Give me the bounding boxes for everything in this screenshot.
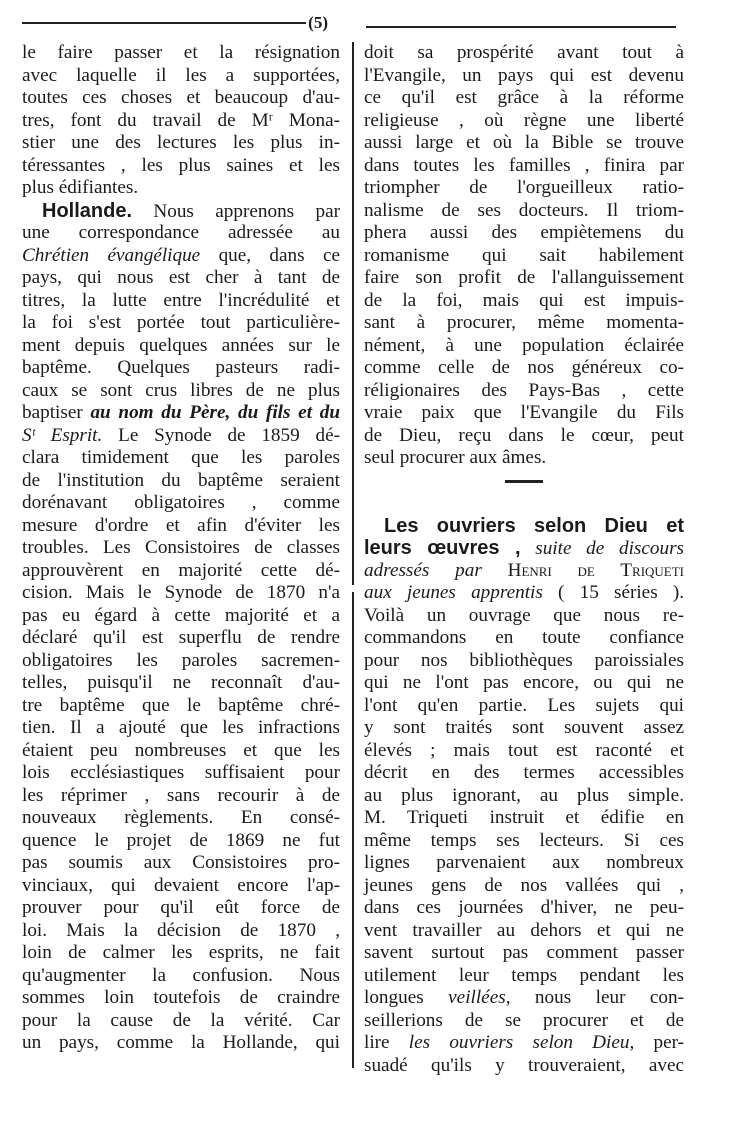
text-line: comme celle de nos généreux co- [364,357,684,378]
text-line: dans toutes les familles , finira par [364,154,684,176]
text-line: quence le projet de 1869 ne fut [22,829,340,851]
column-divider-upper [352,42,354,585]
text-line: vent travailler au dehors et qui ne [364,919,684,941]
header-rule-left [22,22,306,24]
text-line: vinciaux, qui devaient encore l'ap- [22,874,340,896]
text-line: étaient peu nombreuses et que les [22,739,340,761]
text-line: triompher de l'orgueilleux ratio- [364,177,684,198]
text-line: au plus ignorant, au plus simple. [364,784,684,806]
text-line: l'Evangile, un pays qui est devenu [364,64,684,86]
text-line: seillerions de se procurer et de [364,1009,684,1031]
text-line: utilement leur temps pendant les [364,964,684,986]
text-span: Nous apprenons par [153,200,340,222]
text-line [364,515,684,538]
text-line: jeunes gens de nos vallées qui , [364,874,684,896]
text-line: avec laquelle il les a supportées, [22,64,340,86]
text-line: faire son profit de l'allanguissement [364,267,684,288]
text-line: les réprimer , sans recourir à de [22,784,340,806]
text-line: obligatoires les paroles sacremen- [22,649,340,671]
text-line: mesure d'ordre et afin d'éviter les [22,514,340,536]
quoted-formula: Sᵗ Esprit. [22,424,103,446]
text-line: le faire passer et la résignation [22,42,340,63]
text-line: pour nos bibliothèques paroissiales [364,649,684,671]
text-line: toutes ces choses et beaucoup d'au- [22,87,340,108]
text-line: pas eu égard à cette majorité et a [22,604,340,626]
section-heading-ouvriers-cont: leurs œuvres , [364,537,521,559]
text-line: caux se sont crus libres de ne plus [22,379,340,401]
text-line: y sont traités sont souvent assez [364,717,684,738]
page-header [22,14,330,32]
text-line: savent surtout pas comment passer [364,942,684,963]
text-span: que, dans ce [218,244,340,266]
text-line: plus édifiantes. [22,177,139,198]
text-line: ment depuis quelques années sur le [22,334,340,356]
text-line [22,245,340,268]
text-line: une correspondance adressée au [22,222,340,243]
text-line: lois ecclésiastiques suffisaient pour [22,762,340,783]
column-divider-lower [352,592,354,1068]
text-line [364,987,684,1010]
text-line: baptême. Quelques pasteurs radi- [22,357,340,378]
text-line: phera aussi des empiètemens du [364,222,684,243]
text-line: même temps ses lecteurs. Si ces [364,829,684,851]
author-name: Henri de Triqueti [507,559,685,581]
text-line: pas soumis aux Consistoires pro- [22,852,340,873]
text-line [22,402,340,425]
text-line: tien. Il a ajouté que les infractions [22,717,340,738]
header-rule-right [366,26,676,28]
text-line: suadé qu'ils y trouveraient, avec [364,1054,684,1076]
text-line: doit sa prospérité avant tout à [364,42,684,63]
text-line: qu'augmenter la confusion. Nous [22,964,340,986]
section-heading-hollande: Hollande. [42,199,133,222]
text-line: loin de calmer les esprits, ne fait [22,942,340,963]
text-line: prouver pour qu'il eût force de [22,897,340,918]
text-line: tre baptême que le baptême chré- [22,694,340,716]
text-span: lire [364,1032,390,1053]
text-line: commandons en toute confiance [364,627,684,648]
text-line: élevés ; mais tout est raconté et [364,739,684,761]
text-line: troubles. Les Consistoires de classes [22,537,340,558]
text-line: pour la cause de la vérité. Car [22,1009,340,1031]
text-line: Voilà un ouvrage que nous re- [364,604,684,626]
text-line: de la foi, mais qui est impuis- [364,289,684,311]
text-line: nouveaux règlements. En consé- [22,807,340,828]
text-line [22,425,340,448]
separator-dash [505,480,543,483]
text-line [364,1032,684,1055]
text-line: un pays, comme la Hollande, qui [22,1032,340,1053]
text-line: de l'institution du baptême seraient [22,469,340,491]
text-line: tres, font du travail de Mʳ Mona- [22,109,340,131]
section-heading-ouvriers: Les ouvriers selon Dieu et [384,514,684,537]
text-line: dorénavant obligatoires , comme [22,492,340,513]
text-line: approuvèrent en majorité cette dé- [22,559,340,581]
text-line: telles, puisqu'il ne reconnaît d'au- [22,672,340,693]
text-line [364,537,684,560]
text-line: vraie paix que l'Evangile du Fils [364,402,684,423]
page-number: (5) [308,13,328,32]
book-title: les ouvriers selon Dieu [408,1032,630,1053]
text-span: Le Synode de 1859 dé- [118,424,340,446]
text-line: cision. Mais le Synode de 1870 n'a [22,582,340,603]
section-hollande-first-line [22,200,340,223]
text-line: clara timidement que les paroles [22,447,340,468]
text-span: , nous leur con- [505,987,684,1008]
text-span: , per- [629,1032,684,1053]
text-line: seul procurer aux âmes. [364,447,547,468]
text-span: suite de discours [535,538,685,559]
text-line: déclaré qu'il est superflu de rendre [22,627,340,648]
text-span: longues [364,987,424,1008]
text-line: nalisme de ses docteurs. Il triom- [364,199,684,221]
text-line: titres, la lutte entre l'incrédulité et [22,289,340,311]
text-span: baptiser [22,402,83,423]
text-line: réligionaires des Pays-Bas , cette [364,379,684,401]
text-span: aux jeunes apprentis [364,582,543,603]
left-column [22,42,340,1055]
text-line: romanisme qui sait habilement [364,244,684,266]
text-line: loi. Mais la décision de 1870 , [22,919,340,941]
text-span: adressés par [364,559,482,581]
text-line: pays, qui nous est cher à tant de [22,267,340,288]
text-line: téressantes , les plus saines et les [22,154,340,176]
text-line: de Dieu, reçu dans le cœur, peut [364,424,684,446]
quoted-formula: au nom du Père, du fils et du [90,402,340,423]
text-line: ce qu'il est grâce à la réforme [364,87,684,108]
spacer [364,492,684,515]
text-line [364,582,684,605]
text-line: nément, à une population éclairée [364,334,684,356]
text-line: qui ne l'ont pas encore, ou qui ne [364,672,684,693]
text-line: décrit en des termes accessibles [364,762,684,783]
text-span: ( 15 séries ). [558,582,685,603]
text-line: la foi s'est portée tout particulière- [22,312,340,333]
text-line: religieuse , où règne une liberté [364,109,684,131]
text-line: stier une des lectures les plus in- [22,132,340,153]
text-line: sant à procurer, même momenta- [364,312,684,333]
text-line: M. Triqueti instruit et édifie en [364,807,684,828]
text-line: sommes loin toutefois de craindre [22,987,340,1008]
publication-title: Chrétien évangélique [22,244,201,266]
text-line: dans ces journées d'hiver, ne peu- [364,897,684,918]
text-line: lignes parvenaient aux nombreux [364,852,684,873]
right-column [364,42,684,1077]
section-separator [364,470,684,493]
text-line: aussi large et où la Bible se trouve [364,132,684,153]
text-line: l'ont qu'en partie. Les sujets qui [364,694,684,716]
text-span: veillées [448,987,506,1008]
text-line [364,560,684,583]
